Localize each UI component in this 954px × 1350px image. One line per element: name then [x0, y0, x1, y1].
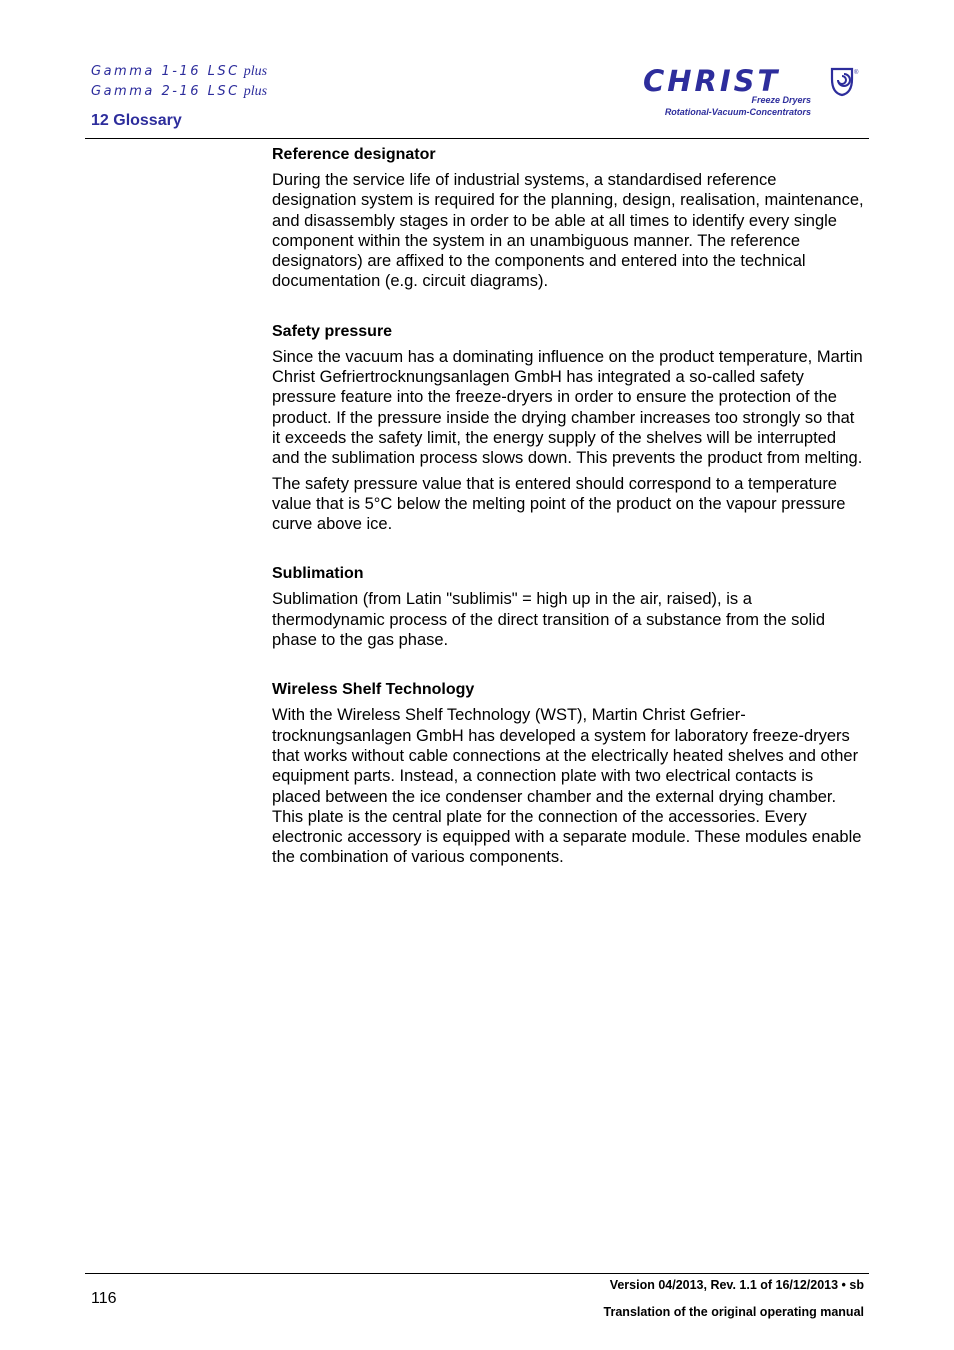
glossary-paragraph: During the service life of industrial systems, a standardised reference designation system is required for the planning, design, realisation, maintenance, and disassembly stages in order to be able at all times to identify every single component within the system in an unambiguous manner. The reference designators) are affixed to the components and entered into the technical documentation (e.g. circuit diagrams).: [272, 171, 864, 291]
model-name: Gamma 1-16 LSC: [91, 64, 240, 79]
glossary-paragraph: Since the vacuum has a dominating influence on the product temperature, Martin Christ Gefriertrocknungsanlagen GmbH has integrated a so-called safety pressure feature into the freeze-dryers in order to ensure the protection of the product. If the pressure inside the drying chamber increases too strongly so that it exceeds the safety limit, the energy supply of the shelves will be interrupted and the sublimation process slows down. This prevents the product from melting.: [272, 347, 863, 468]
glossary-content: [272, 142, 864, 895]
glossary-term: Sublimation: [272, 565, 364, 583]
translation-note: Translation of the original operating manual: [603, 1305, 864, 1319]
footer-divider: [85, 1273, 869, 1274]
glossary-paragraph: Sublimation (from Latin "sublimis" = high up in the air, raised), is a thermodynamic process of the direct transition of a substance from the solid phase to the gas phase.: [272, 590, 826, 650]
version-info: Version 04/2013, Rev. 1.1 of 16/12/2013 • sb: [609, 1278, 864, 1292]
spiral-emblem-icon: [829, 67, 861, 97]
glossary-entry: [272, 142, 864, 292]
model-line-1: [91, 64, 267, 80]
glossary-term: Wireless Shelf Technology: [272, 681, 475, 699]
page-number: 116: [91, 1290, 117, 1307]
glossary-term: Reference designator: [272, 146, 436, 163]
glossary-term: Safety pressure: [272, 322, 393, 340]
chapter-title: 12 Glossary: [91, 112, 182, 129]
logo-wordmark: CHRIST: [643, 64, 781, 98]
model-line-2: [91, 84, 267, 100]
christ-logo: [643, 64, 867, 118]
header-divider: [85, 138, 869, 139]
logo-tagline-freeze-dryers: Freeze Dryers: [751, 95, 811, 105]
glossary-entry: [272, 561, 864, 650]
model-name: Gamma 2-16 LSC: [91, 84, 240, 99]
glossary-paragraph: The safety pressure value that is entered should correspond to a temperature value that is 5°C below the melting point of the product on the vapour pressure curve above ice.: [272, 474, 846, 534]
model-suffix: plus: [243, 64, 268, 79]
glossary-entry: [272, 677, 864, 867]
registered-mark: ®: [854, 70, 859, 76]
model-suffix: plus: [243, 84, 268, 99]
glossary-paragraph: With the Wireless Shelf Technology (WST), Martin Christ Gefrier-trocknungsanlagen GmbH has developed a system for laboratory freeze-dryers that works without cable connections at the electrically heated shelves and other equipment parts. Instead, a connection plate with two electrical contacts is placed between the ice condenser chamber and the external drying chamber. This plate is the central plate for the connection of the accessories. Every electronic accessory is equipped with a separate module. These modules enable the combination of various components.: [272, 706, 862, 867]
logo-tagline-rvc: Rotational-Vacuum-Concentrators: [664, 107, 811, 117]
glossary-entry: [272, 319, 864, 535]
